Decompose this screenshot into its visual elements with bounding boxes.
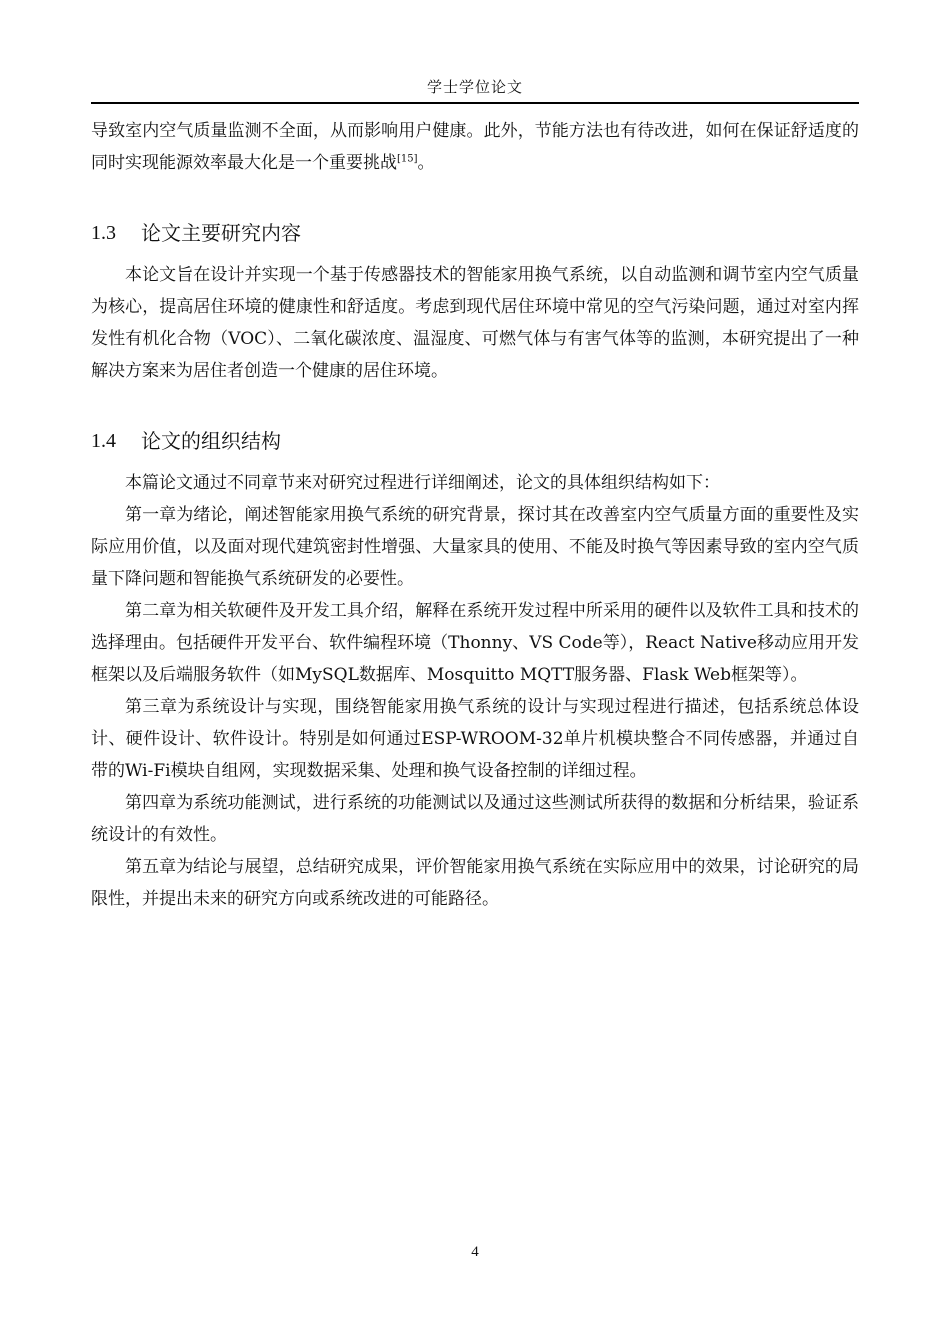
section-1-4-heading <box>91 427 859 455</box>
section-title: 论文的组织结构 <box>141 429 281 453</box>
chapter-2-paragraph: 第二章为相关软硬件及开发工具介绍，解释在系统开发过程中所采用的硬件以及软件工具和技术的选择理由。包括硬件开发平台、软件编程环境（Thonny、VS Code等），React Native移动应用开发框架以及后端服务软件（如MySQL数据库、Mosquitto MQTT服务器、Flask Web框架等）。 <box>91 601 859 685</box>
section-1-3-heading <box>91 219 859 247</box>
intro-paragraph <box>91 115 859 179</box>
section-1-3-paragraph: 本论文旨在设计并实现一个基于传感器技术的智能家用换气系统，以自动监测和调节室内空气质量为核心，提高居住环境的健康性和舒适度。考虑到现代居住环境中常见的空气污染问题，通过对室内挥发性有机化合物（VOC）、二氧化碳浓度、温湿度、可燃气体与有害气体等的监测，本研究提出了一种解决方案来为居住者创造一个健康的居住环境。 <box>91 265 859 381</box>
page-body <box>91 115 859 915</box>
running-header: 学士学位论文 <box>426 78 523 96</box>
chapter-3-paragraph: 第三章为系统设计与实现，围绕智能家用换气系统的设计与实现过程进行描述，包括系统总体设计、硬件设计、软件设计。特别是如何通过ESP-WROOM-32单片机模块整合不同传感器，并通过自带的Wi-Fi模块自组网，实现数据采集、处理和换气设备控制的详细过程。 <box>91 697 859 781</box>
page-number: 4 <box>471 1244 479 1260</box>
intro-text: 导致室内空气质量监测不全面，从而影响用户健康。此外，节能方法也有待改进，如何在保证舒适度的同时实现能源效率最大化是一个重要挑战 <box>91 121 859 173</box>
chapter-4-paragraph: 第四章为系统功能测试，进行系统的功能测试以及通过这些测试所获得的数据和分析结果，验证系统设计的有效性。 <box>91 793 859 845</box>
chapter-1-paragraph: 第一章为绪论，阐述智能家用换气系统的研究背景，探讨其在改善室内空气质量方面的重要性及实际应用价值，以及面对现代建筑密封性增强、大量家具的使用、不能及时换气等因素导致的室内空气质量下降问题和智能换气系统研发的必要性。 <box>91 505 859 589</box>
chapter-5-paragraph: 第五章为结论与展望，总结研究成果，评价智能家用换气系统在实际应用中的效果，讨论研究的局限性，并提出未来的研究方向或系统改进的可能路径。 <box>91 857 859 909</box>
structure-intro-paragraph: 本篇论文通过不同章节来对研究过程进行详细阐述，论文的具体组织结构如下： <box>125 473 720 493</box>
header-rule <box>91 102 859 104</box>
intro-end: 。 <box>417 153 435 173</box>
section-number: 1.4 <box>91 430 116 452</box>
section-title: 论文主要研究内容 <box>141 221 301 245</box>
section-number: 1.3 <box>91 222 116 244</box>
citation-reference: [15] <box>397 153 418 165</box>
